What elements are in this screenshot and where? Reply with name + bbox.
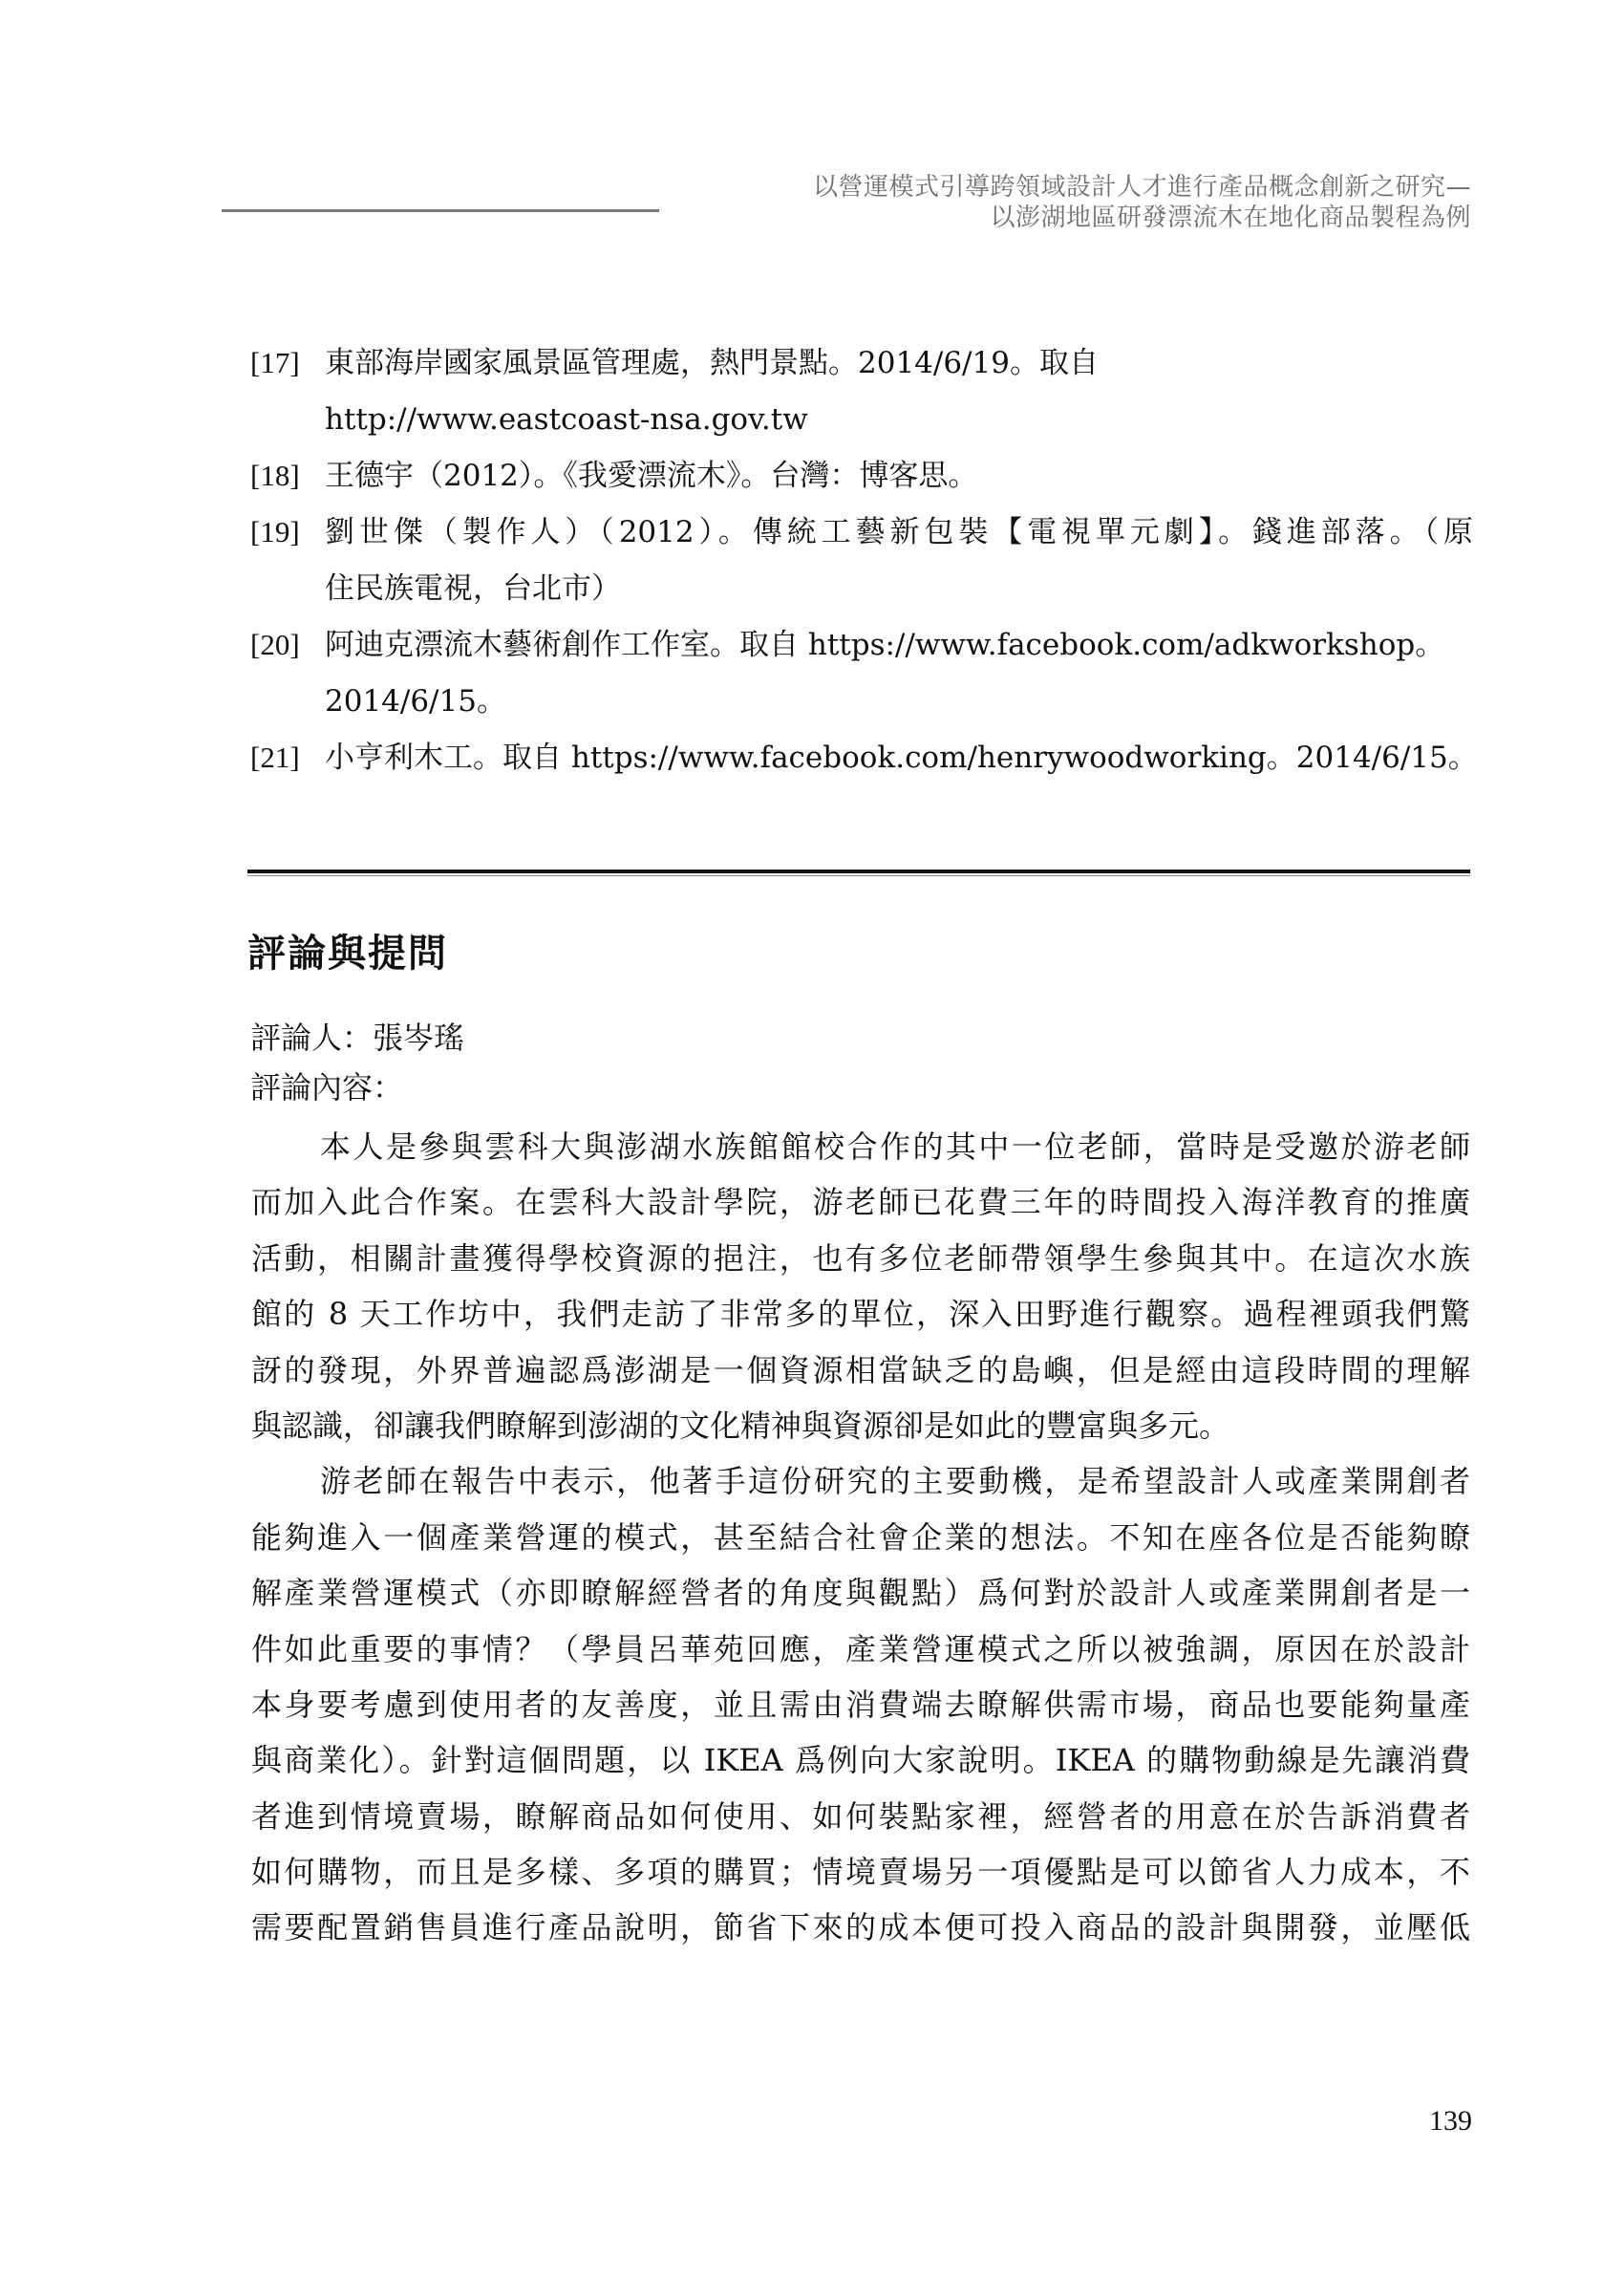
body-line: 解產業營運模式（亦即瞭解經營者的角度與觀點）爲何對於設計人或產業開創者是一 — [251, 1575, 1470, 1612]
body-line: 本身要考慮到使用者的友善度，並且需由消費端去瞭解供需市場，商品也要能夠量產 — [251, 1686, 1470, 1723]
body-line: 與商業化）。針對這個問題，以 IKEA 爲例向大家說明。IKEA 的購物動線是先讓消費 — [251, 1742, 1470, 1779]
section-divider-thin — [247, 875, 1470, 876]
reference-list — [250, 339, 1478, 790]
body-line: 而加入此合作案。在雲科大設計學院，游老師已花費三年的時間投入海洋教育的推廣 — [251, 1184, 1470, 1221]
body-line: 訝的發現，外界普遍認爲澎湖是一個資源相當缺乏的島嶼，但是經由這段時間的理解 — [251, 1351, 1470, 1388]
body-line: 館的 8 天工作坊中，我們走訪了非常多的單位，深入田野進行觀察。過程裡頭我們驚 — [251, 1296, 1470, 1333]
reference-text: 2014/6/15。 — [325, 684, 506, 719]
reference-item — [250, 508, 1473, 565]
reference-continuation — [250, 677, 1473, 734]
paragraph — [251, 1454, 1470, 1957]
reference-label: [21] — [250, 741, 300, 774]
reference-item — [250, 621, 1473, 677]
reference-text: 東部海岸國家風景區管理處，熱門景點。2014/6/19。取自 — [325, 346, 1099, 380]
comment-body — [251, 1120, 1470, 1957]
body-line: 與認識，卻讓我們瞭解到澎湖的文化精神與資源卻是如此的豐富與多元。 — [251, 1407, 1230, 1444]
reference-label: [18] — [250, 459, 300, 492]
reference-item — [250, 734, 1478, 790]
reference-continuation — [250, 565, 1473, 621]
body-line: 如何購物，而且是多樣、多項的購買；情境賣場另一項優點是可以節省人力成本，不 — [251, 1854, 1470, 1891]
header-rule — [222, 209, 659, 212]
section-heading: 評論與提問 — [247, 931, 448, 976]
section-divider — [247, 870, 1470, 873]
body-line: 活動，相關計畫獲得學校資源的挹注，也有多位老師帶領學生參與其中。在這次水族 — [251, 1239, 1470, 1277]
body-line: 件如此重要的事情？（學員呂華苑回應，產業營運模式之所以被強調，原因在於設計 — [251, 1630, 1470, 1667]
reference-text: 阿迪克漂流木藝術創作工作室。取自 https://www.facebook.com/adkworkshop。 — [325, 628, 1445, 662]
commenter-line: 評論人：張岑瑤 — [250, 1020, 465, 1056]
reference-text: 住民族電視，台北市） — [325, 571, 621, 606]
paragraph — [251, 1120, 1470, 1454]
reference-label: [17] — [250, 346, 300, 379]
running-header-title — [688, 172, 1471, 233]
reference-label: [20] — [250, 628, 300, 661]
reference-text: 小亨利木工。取自 https://www.facebook.com/henrywoodworking。2014/6/15。 — [325, 741, 1478, 775]
reference-continuation — [250, 396, 1473, 452]
running-header-line-2: 以澎湖地區研發漂流木在地化商品製程為例 — [990, 204, 1471, 232]
body-line: 需要配置銷售員進行產品說明，節省下來的成本便可投入商品的設計與開發，並壓低 — [251, 1909, 1470, 1946]
reference-label: [19] — [250, 515, 300, 548]
running-header-line-1: 以營運模式引導跨領域設計人才進行產品概念創新之研究— — [812, 173, 1471, 202]
reference-text: 王德宇（2012）。《我愛漂流木》。台灣：博客思。 — [325, 459, 978, 493]
reference-text: 劉世傑（製作人）（2012）。傳統工藝新包裝【電視單元劇】。錢進部落。（原 — [325, 515, 1473, 549]
reference-url[interactable]: http://www.eastcoast-nsa.gov.tw — [325, 402, 808, 437]
comment-content-label: 評論內容： — [250, 1069, 404, 1106]
body-line: 者進到情境賣場，瞭解商品如何使用、如何裝點家裡，經營者的用意在於告訴消費者 — [251, 1797, 1470, 1835]
body-line: 游老師在報告中表示，他著手這份研究的主要動機，是希望設計人或產業開創者 — [320, 1463, 1470, 1500]
body-line: 能夠進入一個產業營運的模式，甚至結合社會企業的想法。不知在座各位是否能夠瞭 — [251, 1518, 1470, 1556]
page-number: 139 — [1429, 2105, 1472, 2137]
body-line: 本人是參與雲科大與澎湖水族館館校合作的其中一位老師，當時是受邀於游老師 — [320, 1128, 1470, 1165]
reference-item — [250, 452, 1473, 508]
reference-item — [250, 339, 1473, 396]
